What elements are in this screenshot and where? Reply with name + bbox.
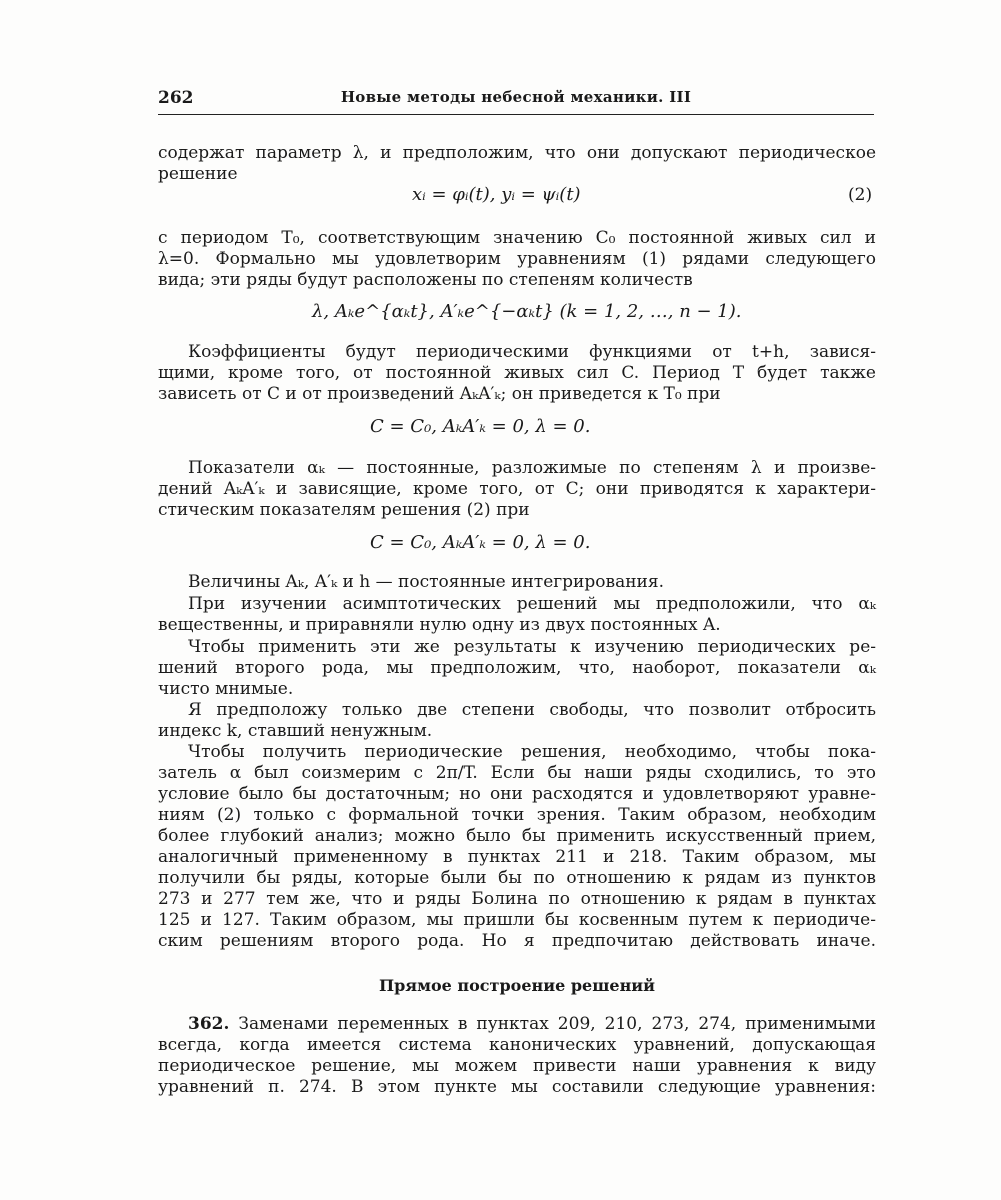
text-line: Показатели αₖ — постоянные, разложимые по степеням λ и произве- — [188, 458, 876, 478]
text-line: более глубокий анализ; можно было бы применить искусственный прием, — [158, 826, 876, 846]
article-number: 362. — [188, 1014, 230, 1034]
text-line — [188, 1014, 876, 1034]
text-line: периодическое решение, мы можем привести наши уравнения к виду — [158, 1056, 876, 1076]
text-line: дений AₖA′ₖ и зависящие, кроме того, от C; они приводятся к характери- — [158, 479, 876, 499]
text-line: получили бы ряды, которые были бы по отношению к рядам из пунктов — [158, 868, 876, 888]
text-line: вещественны, и приравняли нулю одну из двух постоянных A. — [158, 615, 721, 635]
text-line: Чтобы применить эти же результаты к изучению периодических ре- — [188, 637, 876, 657]
page-number: 262 — [158, 88, 194, 108]
text-line: чисто мнимые. — [158, 679, 294, 699]
text-line: содержат параметр λ, и предположим, что они допускают периодическое — [158, 143, 876, 163]
text-line: с периодом T₀, соответствующим значению C₀ постоянной живых сил и — [158, 228, 876, 248]
text-line: уравнений п. 274. В этом пункте мы составили следующие уравнения: — [158, 1077, 876, 1097]
text-line: вида; эти ряды будут расположены по степеням количеств — [158, 270, 693, 290]
running-title: Новые методы небесной механики. III — [340, 88, 692, 106]
text-line: щими, кроме того, от постоянной живых сил C. Период T будет также — [158, 363, 876, 383]
equation-condition-2: C = C₀, AₖA′ₖ = 0, λ = 0. — [370, 532, 591, 553]
section-title: Прямое построение решений — [378, 976, 656, 995]
text-line: Величины Aₖ, A′ₖ и h — постоянные интегрирования. — [188, 572, 664, 592]
equation-condition-1: C = C₀, AₖA′ₖ = 0, λ = 0. — [370, 416, 591, 437]
text-line: решение — [158, 164, 238, 184]
text-line: Чтобы получить периодические решения, необходимо, чтобы пока- — [188, 742, 876, 762]
equation-number: (2) — [848, 185, 873, 205]
text-line: ским решениям второго рода. Но я предпочитаю действовать иначе. — [158, 931, 876, 951]
text-line: λ=0. Формально мы удовлетворим уравнениям (1) рядами следующего — [158, 249, 876, 269]
text-line: При изучении асимптотических решений мы предположили, что αₖ — [188, 594, 876, 614]
text-line: затель α был соизмерим с 2π/T. Если бы наши ряды сходились, то это — [158, 763, 876, 783]
text-line: 125 и 127. Таким образом, мы пришли бы косвенным путем к периодиче- — [158, 910, 876, 930]
text-line: Коэффициенты будут периодическими функциями от t+h, завися- — [188, 342, 876, 362]
text-line: шений второго рода, мы предположим, что, наоборот, показатели αₖ — [158, 658, 876, 678]
text-line-body: Заменами переменных в пунктах 209, 210, 273, 274, применимыми — [229, 1014, 876, 1034]
text-line: индекс k, ставший ненужным. — [158, 721, 433, 741]
equation-2: xᵢ = φᵢ(t), yᵢ = ψᵢ(t) — [412, 184, 581, 205]
text-line: аналогичный примененному в пунктах 211 и 218. Таким образом, мы — [158, 847, 876, 867]
text-line: стическим показателям решения (2) при — [158, 500, 530, 520]
equation-series: λ, Aₖe^{αₖt}, A′ₖe^{−αₖt} (k = 1, 2, …, n − 1). — [312, 301, 742, 322]
text-line: всегда, когда имеется система канонических уравнений, допускающая — [158, 1035, 876, 1055]
text-line: Я предположу только две степени свободы, что позволит отбросить — [188, 700, 876, 720]
text-line: условие было бы достаточным; но они расходятся и удовлетворяют уравне- — [158, 784, 876, 804]
text-line: ниям (2) только с формальной точки зрения. Таким образом, необходим — [158, 805, 876, 825]
text-line: зависеть от C и от произведений AₖA′ₖ; он приведется к T₀ при — [158, 384, 721, 404]
running-header — [158, 88, 874, 115]
text-line: 273 и 277 тем же, что и ряды Болина по отношению к рядам в пунктах — [158, 889, 876, 909]
